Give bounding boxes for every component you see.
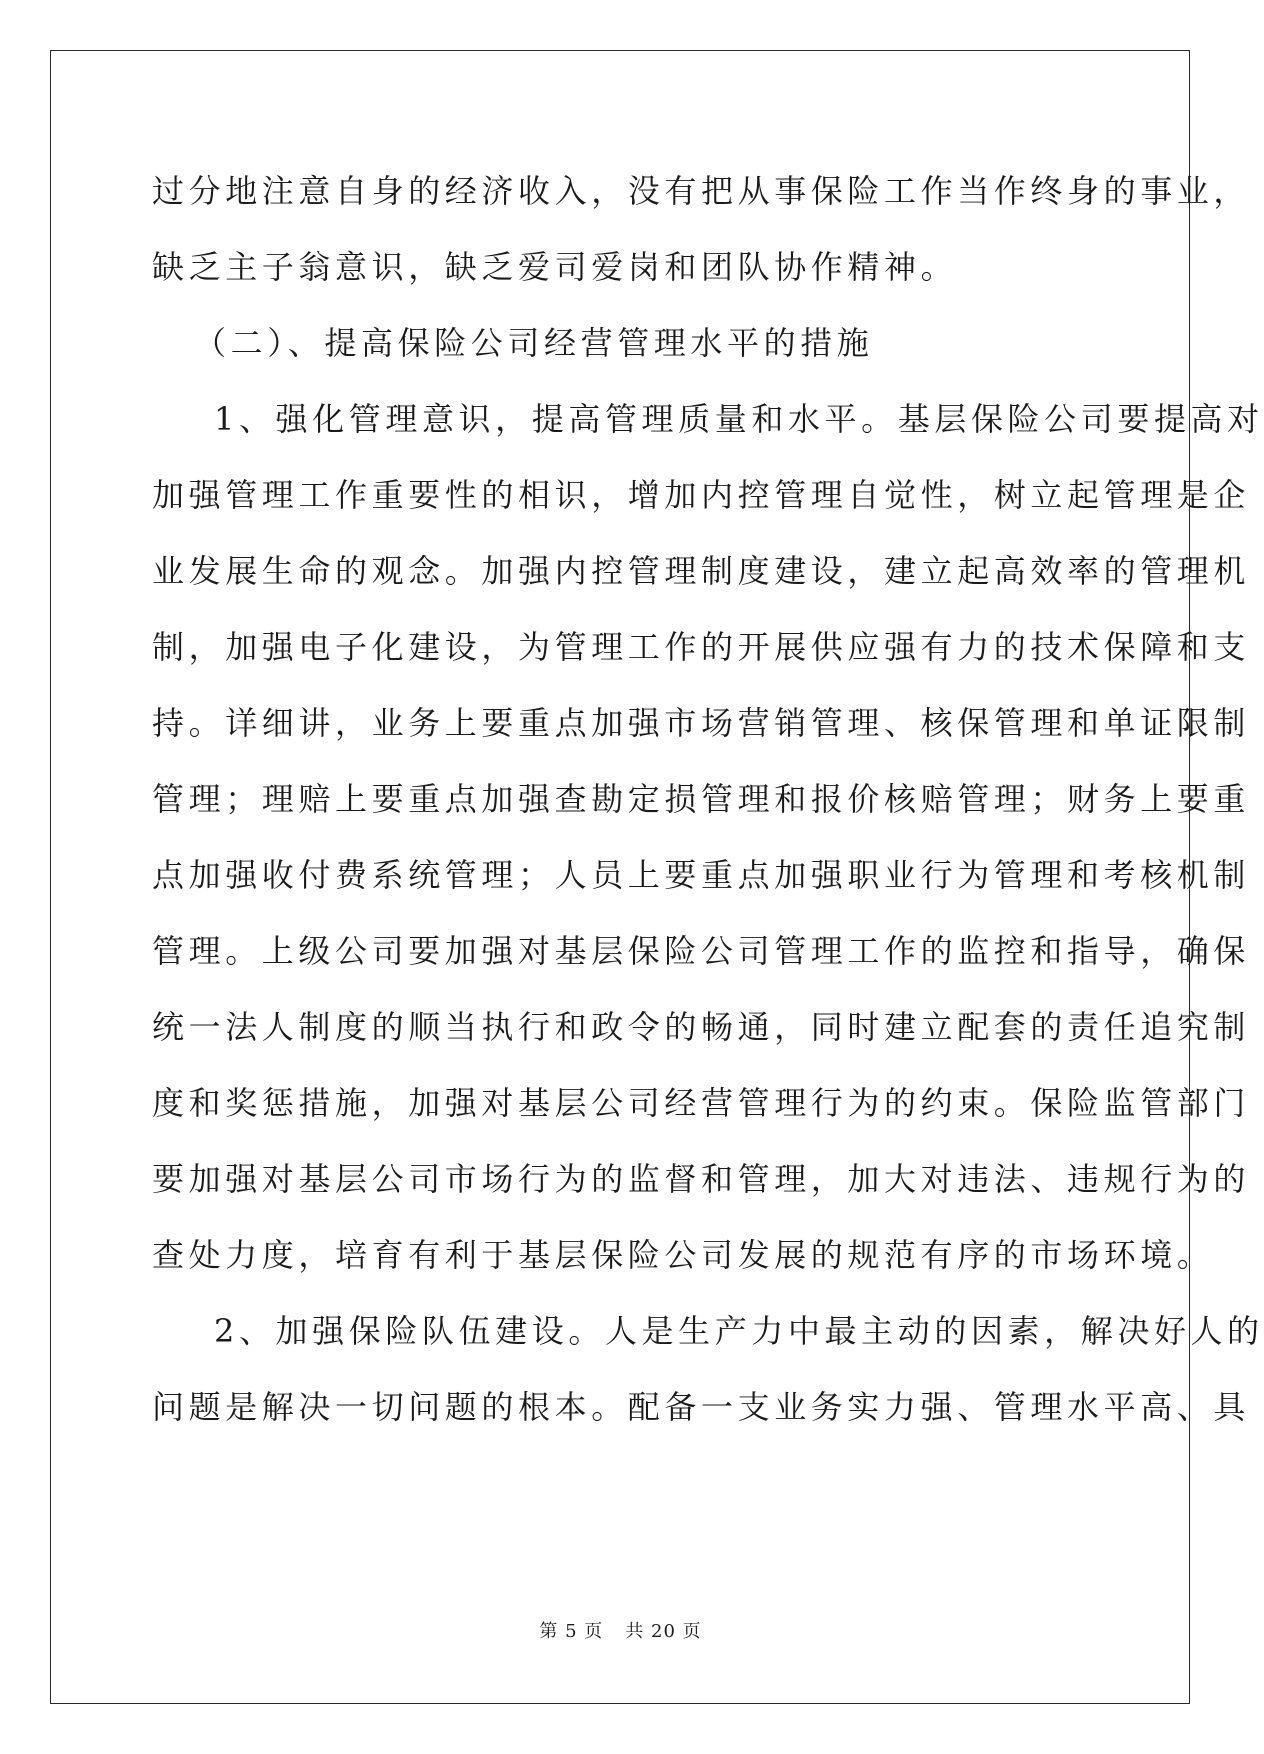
paragraph-line: 2、加强保险队伍建设。人是生产力中最主动的因素，解决好人的 bbox=[214, 1312, 1264, 1350]
paragraph-line: 加强管理工作重要性的相识，增加内控管理自觉性，树立起管理是企 bbox=[152, 476, 1251, 514]
paragraph-line: 管理；理赔上要重点加强查勘定损管理和报价核赔管理；财务上要重 bbox=[152, 780, 1251, 818]
document-body bbox=[152, 166, 1264, 1458]
section-heading: （二）、提高保险公司经营管理水平的措施 bbox=[194, 324, 874, 362]
paragraph-line: 过分地注意自身的经济收入，没有把从事保险工作当作终身的事业， bbox=[152, 172, 1251, 210]
paragraph-line: 问题是解决一切问题的根本。配备一支业务实力强、管理水平高、具 bbox=[152, 1388, 1251, 1426]
paragraph-line: 业发展生命的观念。加强内控管理制度建设，建立起高效率的管理机 bbox=[152, 552, 1251, 590]
paragraph-line: 缺乏主子翁意识，缺乏爱司爱岗和团队协作精神。 bbox=[152, 248, 958, 286]
page-footer bbox=[0, 1617, 1241, 1643]
paragraph-line: 点加强收付费系统管理；人员上要重点加强职业行为管理和考核机制 bbox=[152, 856, 1251, 894]
paragraph-line: 持。详细讲，业务上要重点加强市场营销管理、核保管理和单证限制 bbox=[152, 704, 1251, 742]
paragraph-line: 制，加强电子化建设，为管理工作的开展供应强有力的技术保障和支 bbox=[152, 628, 1251, 666]
paragraph-line: 度和奖惩措施，加强对基层公司经营管理行为的约束。保险监管部门 bbox=[152, 1084, 1251, 1122]
paragraph-line: 要加强对基层公司市场行为的监督和管理，加大对违法、违规行为的 bbox=[152, 1160, 1251, 1198]
paragraph-line: 统一法人制度的顺当执行和政令的畅通，同时建立配套的责任追究制 bbox=[152, 1008, 1251, 1046]
page-number: 第 5 页 bbox=[539, 1621, 604, 1642]
paragraph-line: 查处力度，培育有利于基层保险公司发展的规范有序的市场环境。 bbox=[152, 1236, 1214, 1274]
page-total: 共 20 页 bbox=[625, 1621, 702, 1642]
paragraph-line: 管理。上级公司要加强对基层保险公司管理工作的监控和指导，确保 bbox=[152, 932, 1251, 970]
paragraph-line: 1、强化管理意识，提高管理质量和水平。基层保险公司要提高对 bbox=[214, 400, 1264, 438]
